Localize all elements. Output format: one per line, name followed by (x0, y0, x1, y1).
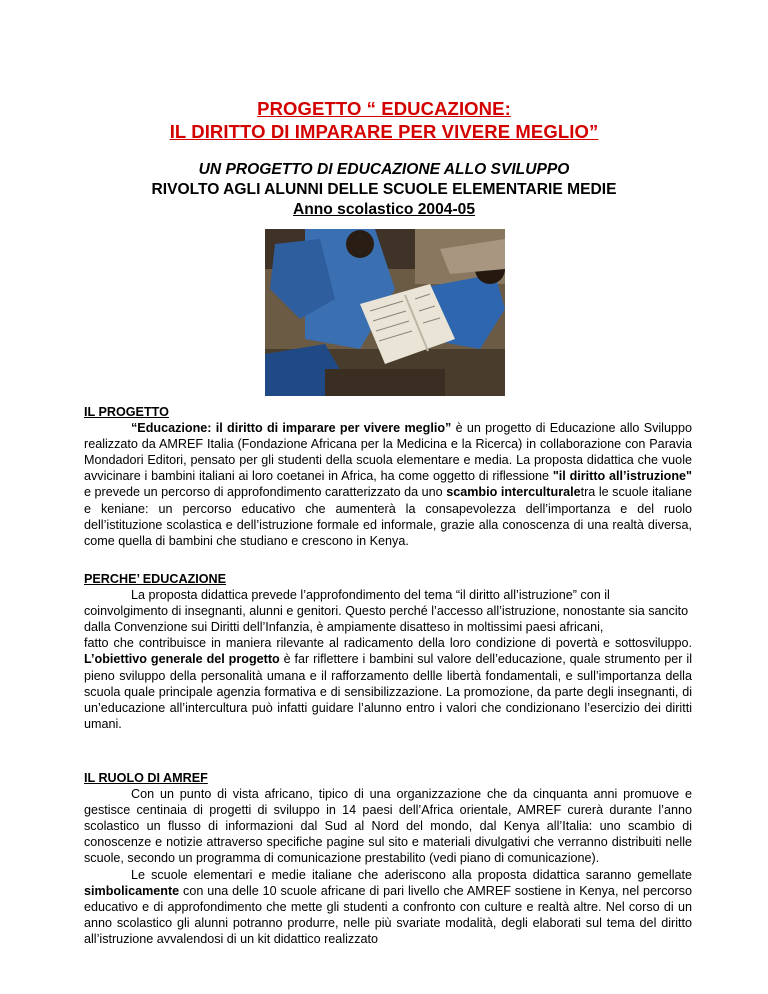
students-photo (265, 229, 505, 396)
subtitle-line-2: RIVOLTO AGLI ALUNNI DELLE SCUOLE ELEMENTARIE MEDIE (151, 181, 617, 198)
photo-illustration (265, 229, 505, 396)
project-name: “Educazione: il diritto di imparare per vivere meglio” (131, 421, 452, 436)
title-line-2: IL DIRITTO DI IMPARARE PER VIVERE MEGLIO” (169, 121, 599, 142)
paragraph: La proposta didattica prevede l’approfondimento del tema “il diritto all’istruzione” con il coinvolgimento di insegnanti, alunni e genitori. Questo perché l’accesso all’istruzione, nonostante sia sancito dalla Convenzione sui Diritti dell’Infanzia, è ampiamente disatteso in moltissimi paesi africani, (84, 588, 689, 635)
subtitle-line-1: UN PROGETTO DI EDUCAZIONE ALLO SVILUPPO (198, 161, 570, 178)
section-il-progetto (84, 404, 692, 549)
paragraph: “Educazione: il diritto di imparare per vivere meglio” è un progetto di Educazione allo Sviluppo realizzato da AMREF Italia (Fondazione Africana per la Medicina e la Ricerca) in collaborazione con Paravia Mondadori Editori, pensato per gli studenti della scuola elementare e media. La proposta didattica che vuole avvicinare i bambini italiani ai loro coetanei in Africa, ha come oggetto di riflessione "il diritto all’istruzione" e prevede un percorso di approfondimento caratterizzato da uno scambio interculturaletra le scuole italiane e keniane: un percorso educativo che aumenterà la consapevolezza dell’importanza e del ruolo dell’istituzione scolastica e dell’istruzione formale ed informale, grazie alla conoscenza di una realtà diversa, come quella di bambini che studiano e crescono in Kenya. (84, 421, 693, 548)
section-heading: IL PROGETTO (84, 405, 169, 419)
section-perche-educazione (84, 571, 692, 732)
section-heading: PERCHE’ EDUCAZIONE (84, 572, 227, 586)
title-line-1: PROGETTO “ EDUCAZIONE: (257, 98, 511, 119)
paragraph: Le scuole elementari e medie italiane che aderiscono alla proposta didattica saranno gemellate simbolicamente con una delle 10 scuole africane di pari livello che AMREF sostiene in Kenya, nel percorso educativo e di approfondimento che mette gli studenti a confronto con culture e realtà altre. Nel corso di un anno scolastico gli alunni potranno produrre, nelle più svariate modalità, degli elaborati sul tema del diritto all’istruzione avvalendosi di un kit didattico realizzato (84, 867, 692, 946)
paragraph: fatto che contribuisce in maniera rilevante al radicamento della loro condizione di povertà e sottosviluppo. L’obiettivo generale del progetto è far riflettere i bambini sul valore dell’educazione, quale strumento per il pieno sviluppo della personalità umana e il rafforzamento dellle libertà fondamentali, e sull’importanza della scuola quale principale agenzia formativa e di sensibilizzazione. La promozione, da parte degli insegnanti, di un’educazione all’intercultura può infatti guidare l’alunno entro i valori che condizionano l’esercizio dei diritti umani. (84, 636, 692, 731)
section-il-ruolo-di-amref (84, 770, 692, 947)
paragraph: Con un punto di vista africano, tipico di una organizzazione che da cinquanta anni promuove e gestisce centinaia di progetti di sviluppo in 14 paesi dell’Africa orientale, AMREF curerà durante l’anno scolastico un flusso di informazioni dal Sud al Nord del mondo, dal Kenya all’Italia: uno scambio di conoscenze e notizie attraverso specifiche pagine sul sito e materiali divulgativi che verranno distribuiti nelle scuole, secondo un programma di comunicazione prestabilito (vedi piano di comunicazione). (84, 787, 692, 866)
section-heading: IL RUOLO DI AMREF (84, 771, 208, 785)
school-year: Anno scolastico 2004-05 (292, 201, 475, 218)
